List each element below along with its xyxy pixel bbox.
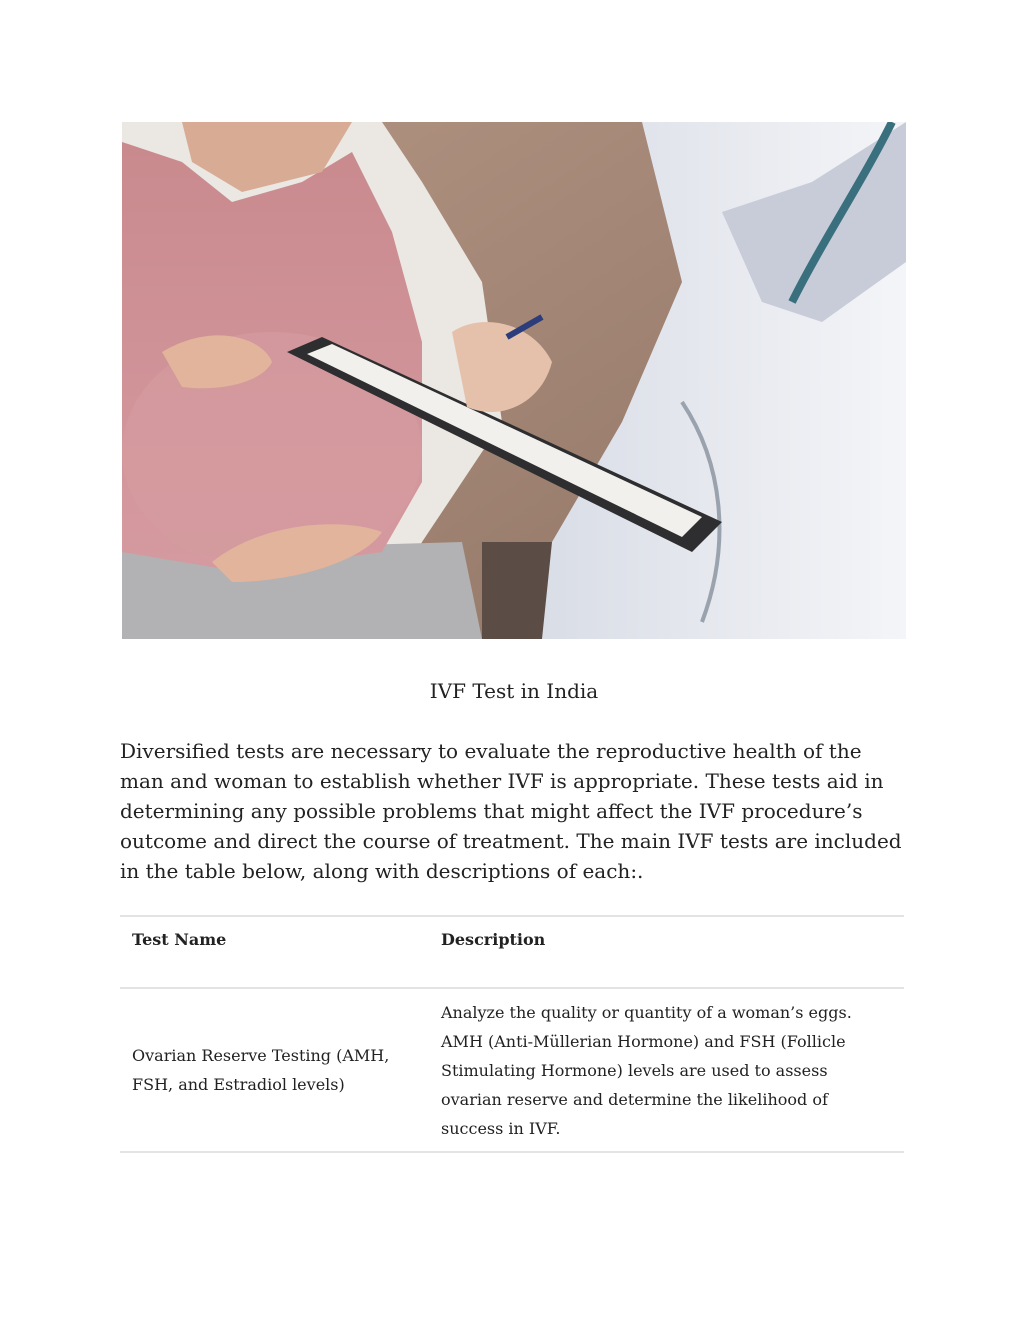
description-cell: Analyze the quality or quantity of a woman’s eggs. AMH (Anti-Müllerian Hormone) and FSH (Follicle Stimulating Hormone) levels are used to assess ovarian reserve and determine the likelihood of success in IVF. xyxy=(441,1002,852,1138)
intro-paragraph: Diversified tests are necessary to evaluate the reproductive health of the man and woman to establish whether IVF is appropriate. These tests aid in determining any possible problems that might affect the IVF procedure’s outcome and direct the course of treatment. The main IVF tests are included in the table below, along with descriptions of each:. xyxy=(120,739,902,883)
hero-photo xyxy=(122,122,906,639)
table-row xyxy=(120,988,904,1152)
ivf-tests-table xyxy=(120,915,904,1153)
test-name-cell: Ovarian Reserve Testing (AMH, FSH, and Estradiol levels) xyxy=(132,1046,390,1094)
column-header-description: Description xyxy=(441,930,546,949)
image-caption: IVF Test in India xyxy=(429,679,599,703)
table-header-row xyxy=(120,916,904,988)
column-header-test-name: Test Name xyxy=(132,930,227,949)
